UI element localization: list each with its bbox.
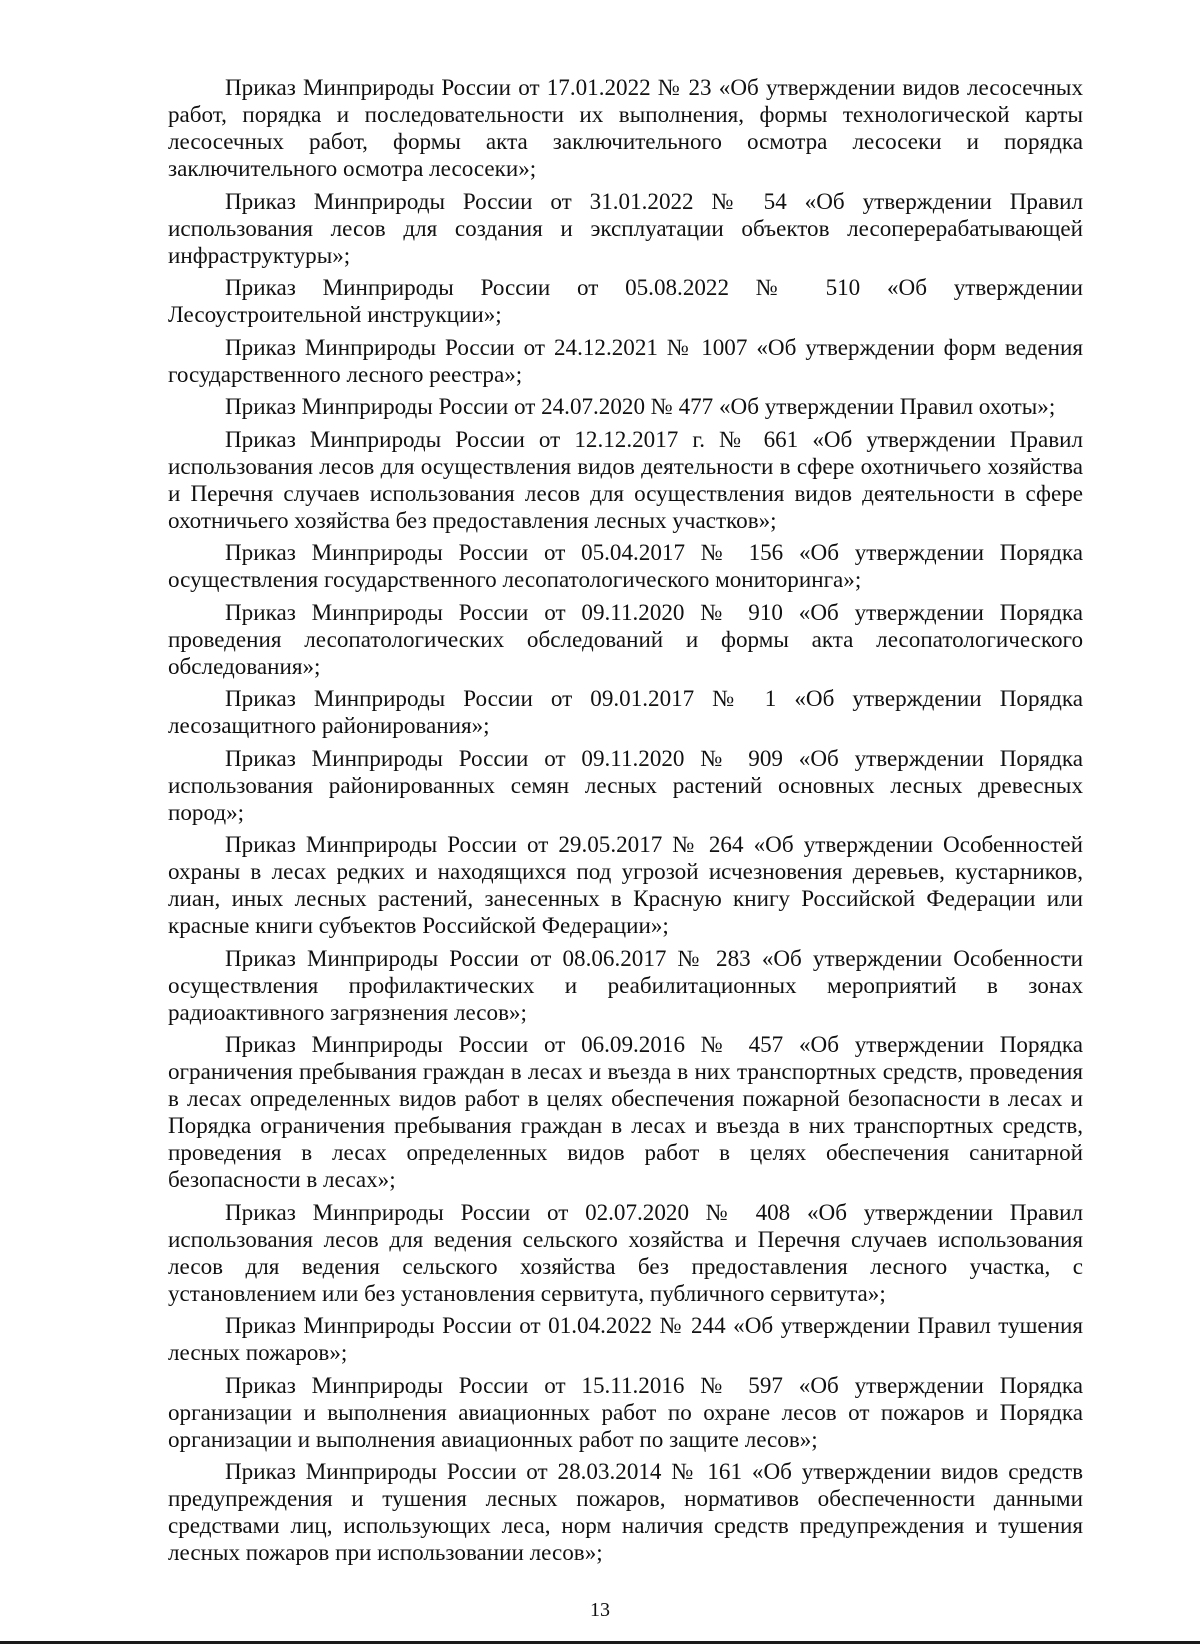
paragraph-order-1: Приказ Минприроды России от 09.01.2017 № 1 «Об утверждении Порядка лесозащитного районирования»; <box>168 685 1083 738</box>
paragraph-order-23: Приказ Минприроды России от 17.01.2022 № 23 «Об утверждении видов лесосечных работ, порядка и последовательности их выполнения, формы технологической карты лесосечных работ, формы акта заключительного осмотра лесосеки и порядка заключительного осмотра лесосеки»; <box>168 74 1083 181</box>
paragraph-order-909: Приказ Минприроды России от 09.11.2020 № 909 «Об утверждении Порядка использования районированных семян лесных растений основных лесных древесных пород»; <box>168 744 1083 825</box>
paragraph-order-408: Приказ Минприроды России от 02.07.2020 № 408 «Об утверждении Правил использования лесов для ведения сельского хозяйства и Перечня случаев использования лесов для ведения сельского хозяйства без предоставления лесного участка, с установлением или без установления сервитута, публичного сервитута»; <box>168 1198 1083 1306</box>
paragraph-order-477: Приказ Минприроды России от 24.07.2020 № 477 «Об утверждении Правил охоты»; <box>225 393 1056 419</box>
bottom-scan-edge <box>0 1641 1200 1644</box>
paragraph-order-244: Приказ Минприроды России от 01.04.2022 № 244 «Об утверждении Правил тушения лесных пожаров»; <box>168 1312 1083 1365</box>
paragraph-order-457: Приказ Минприроды России от 06.09.2016 № 457 «Об утверждении Порядка ограничения пребывания граждан в лесах и въезда в них транспортных средств, проведения в лесах определенных видов работ в целях обеспечения пожарной безопасности в лесах и Порядка ограничения пребывания граждан в лесах и въезда в них транспортных средств, проведения в лесах определенных видов работ в целях обеспечения санитарной безопасности в лесах»; <box>168 1031 1083 1192</box>
paragraph-order-1007: Приказ Минприроды России от 24.12.2021 № 1007 «Об утверждении форм ведения государственного лесного реестра»; <box>168 333 1083 387</box>
paragraph-order-661: Приказ Минприроды России от 12.12.2017 г. № 661 «Об утверждении Правил использования лесов для осуществления видов деятельности в сфере охотничьего хозяйства и Перечня случаев использования лесов для осуществления видов деятельности в сфере охотничьего хозяйства без предоставления лесных участков»; <box>168 425 1083 533</box>
paragraph-order-910: Приказ Минприроды России от 09.11.2020 № 910 «Об утверждении Порядка проведения лесопатологических обследований и формы акта лесопатологического обследования»; <box>168 598 1083 679</box>
paragraph-order-54: Приказ Минприроды России от 31.01.2022 № 54 «Об утверждении Правил использования лесов для создания и эксплуатации объектов лесоперерабатывающей инфраструктуры»; <box>168 187 1083 268</box>
page-number: 13 <box>590 1599 610 1621</box>
paragraph-order-156: Приказ Минприроды России от 05.04.2017 № 156 «Об утверждении Порядка осуществления государственного лесопатологического мониторинга»; <box>168 539 1083 592</box>
paragraph-order-161: Приказ Минприроды России от 28.03.2014 № 161 «Об утверждении видов средств предупреждения и тушения лесных пожаров, нормативов обеспеченности данными средствами лиц, использующих леса, норм наличия средств предупреждения и тушения лесных пожаров при использовании лесов»; <box>168 1458 1083 1565</box>
paragraph-order-264: Приказ Минприроды России от 29.05.2017 № 264 «Об утверждении Особенностей охраны в лесах редких и находящихся под угрозой исчезновения деревьев, кустарников, лиан, иных лесных растений, занесенных в Красную книгу Российской Федерации или красные книги субъектов Российской Федерации»; <box>168 831 1083 938</box>
body-text <box>168 74 1083 1572</box>
paragraph-order-597: Приказ Минприроды России от 15.11.2016 № 597 «Об утверждении Порядка организации и выполнения авиационных работ по охране лесов от пожаров и Порядка организации и выполнения авиационных работ по защите лесов»; <box>168 1371 1083 1452</box>
paragraph-order-283: Приказ Минприроды России от 08.06.2017 № 283 «Об утверждении Особенности осуществления профилактических и реабилитационных мероприятий в зонах радиоактивного загрязнения лесов»; <box>168 944 1083 1025</box>
paragraph-order-510: Приказ Минприроды России от 05.08.2022 № 510 «Об утверждении Лесоустроительной инструкции»; <box>168 274 1083 327</box>
